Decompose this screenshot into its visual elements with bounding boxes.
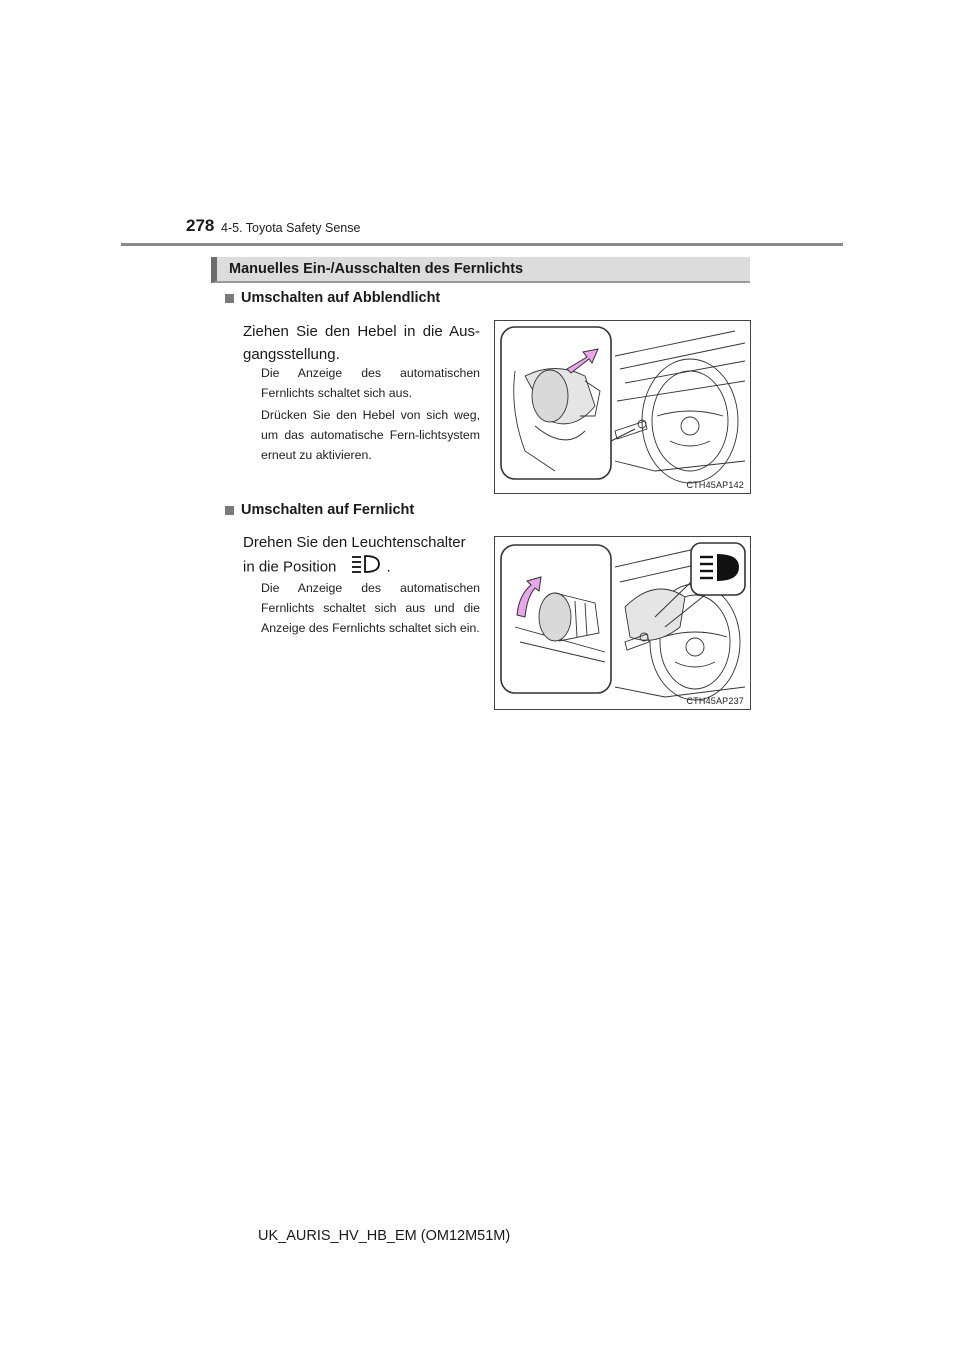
section-label: 4-5. Toyota Safety Sense [221,221,361,235]
instruction-suffix: . [386,558,391,576]
subsection-heading-low-beam [225,290,440,306]
header-rule [121,243,843,246]
steering-switch-drawing [495,537,752,711]
page-number: 278 [186,216,215,235]
illustration-lever-pull [494,320,751,494]
illustration-lever-rotate [494,536,751,710]
subsection-heading-text: Umschalten auf Abblendlicht [241,290,441,306]
figure-code: CTH45AP237 [686,696,744,706]
high-beam-icon [351,554,381,581]
instruction-text: Drehen Sie den Leuchtenschalter in die Position [243,534,466,576]
steering-lever-drawing [495,321,752,495]
instruction-high-beam [243,531,480,581]
subsection-heading-text: Umschalten auf Fernlicht [241,502,415,518]
square-bullet-icon [225,294,234,303]
figure-code: CTH45AP142 [686,480,744,490]
note-low-beam-1: Die Anzeige des automatischen Fernlichts schaltet sich aus. [261,366,480,400]
note-high-beam-1: Die Anzeige des automatischen Fernlichts schaltet sich aus und die Anzeige des Fernlichts schaltet sich ein. [261,581,480,635]
square-bullet-icon [225,506,234,515]
manual-code-footer: UK_AURIS_HV_HB_EM (OM12M51M) [258,1228,511,1244]
section-title-bar [211,257,750,283]
note-low-beam-2: Drücken Sie den Hebel von sich weg, um das automatische Fern-lichtsystem erneut zu aktivieren. [261,408,480,462]
subsection-heading-high-beam [225,502,414,518]
instruction-low-beam: Ziehen Sie den Hebel in die Aus-gangsstellung. [243,323,480,363]
section-title: Manuelles Ein-/Ausschalten des Fernlichts [229,261,524,277]
